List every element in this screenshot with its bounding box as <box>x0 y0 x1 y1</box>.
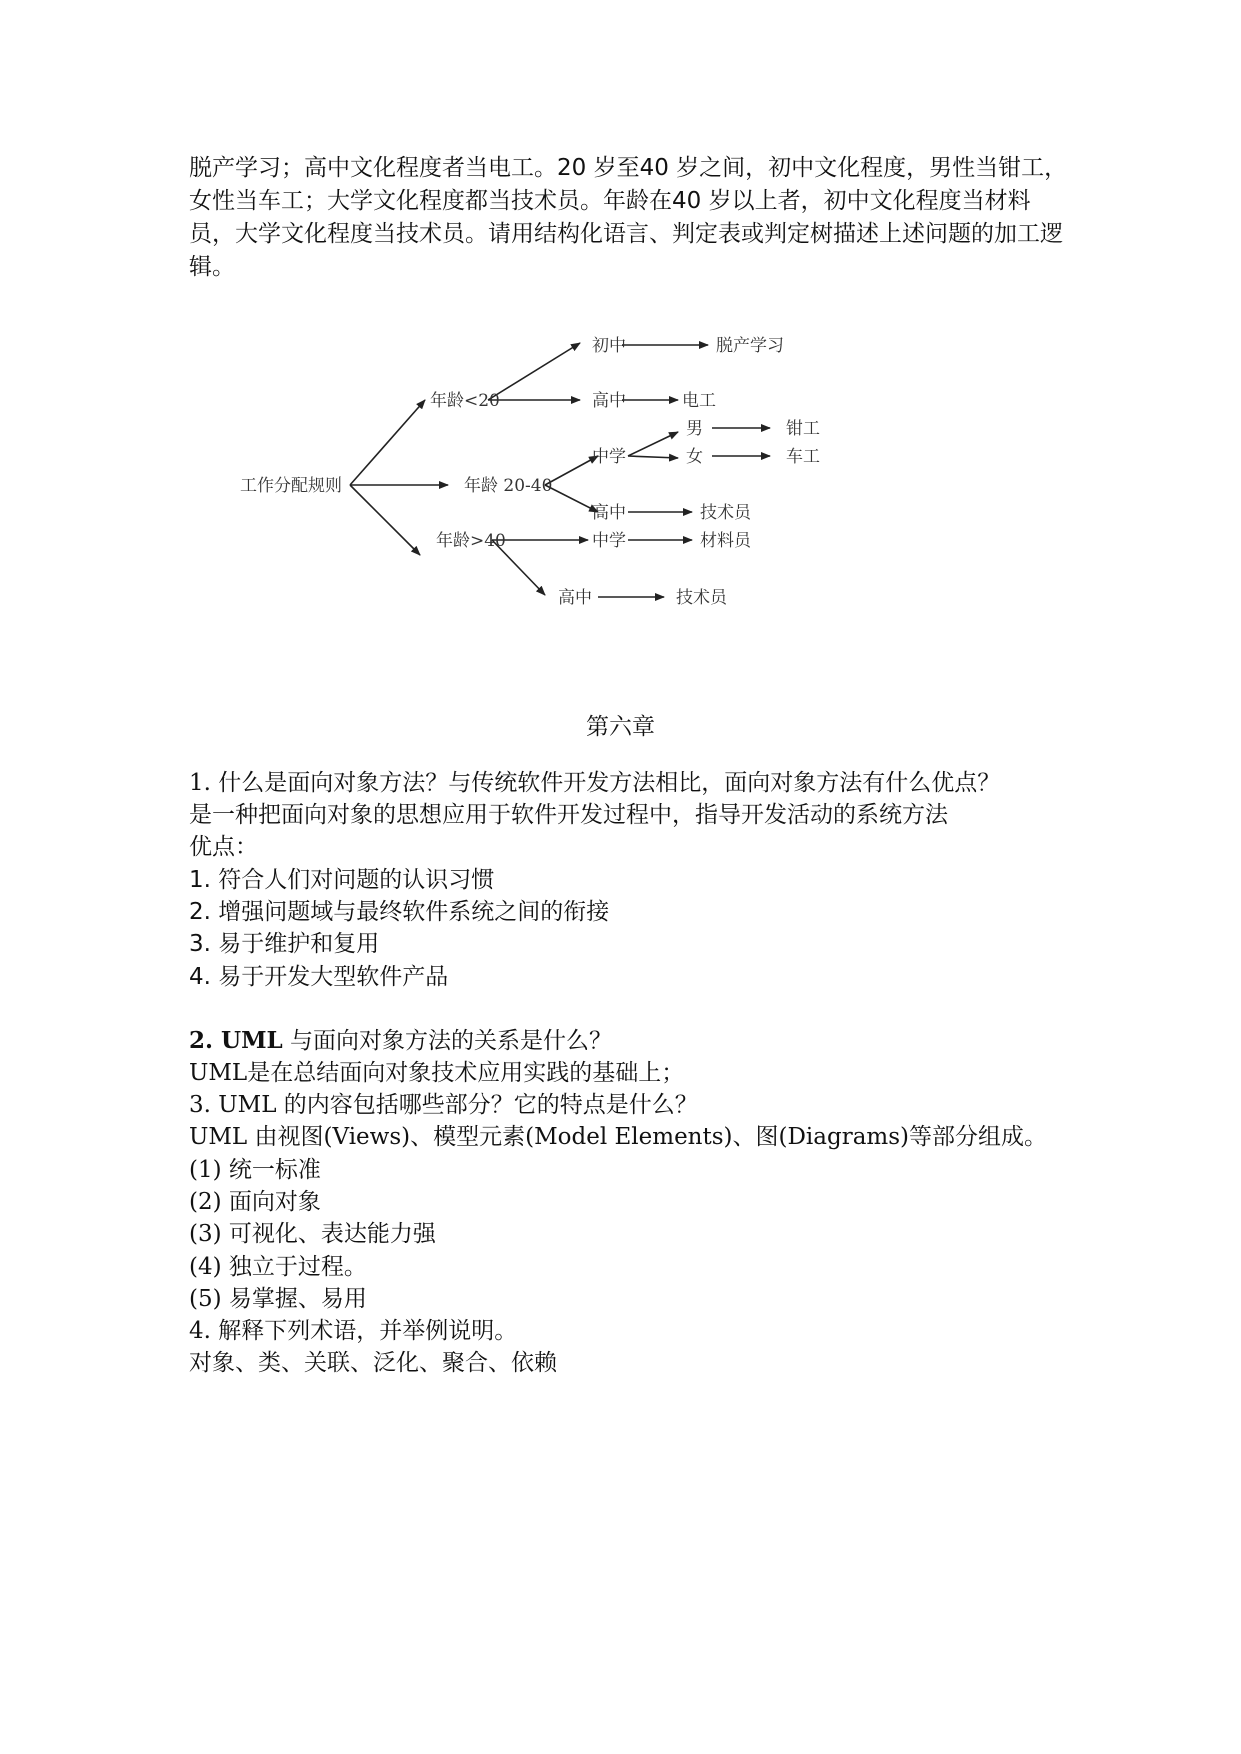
list-text: 统一标准 <box>228 1157 321 1183</box>
q3-prefix: 3. UML <box>189 1092 277 1118</box>
tree-gt40-senior: 高中 <box>558 588 592 608</box>
list-number: (3) <box>189 1221 222 1247</box>
list-number: (4) <box>189 1254 222 1280</box>
tree-mid-male: 男 <box>686 419 703 439</box>
q1-advantage-2 <box>189 897 609 927</box>
list-number: (2) <box>189 1189 222 1215</box>
tree-gt40-senior-result: 技术员 <box>676 588 727 608</box>
list-text: 易于维护和复用 <box>218 931 380 957</box>
q1-advantage-1 <box>189 865 494 895</box>
list-text: 面向对象 <box>228 1189 321 1215</box>
tree-lt20-junior: 初中 <box>592 336 626 356</box>
list-number: (5) <box>189 1286 222 1312</box>
q1-advantage-3 <box>189 929 379 959</box>
list-text: 增强问题域与最终软件系统之间的衔接 <box>218 899 610 925</box>
tree-mid-senior: 高中 <box>592 503 626 523</box>
list-number: 4. <box>189 964 211 990</box>
tree-age-lt20: 年龄<20 <box>430 391 500 411</box>
q1-advantage-4 <box>189 962 448 992</box>
q1-number: 1. <box>189 770 211 796</box>
edge-lt20-junior <box>488 343 580 400</box>
q4-number: 4. <box>189 1318 211 1344</box>
chapter-title: 第六章 <box>586 714 655 740</box>
q4-terms: 对象、类、关联、泛化、聚合、依赖 <box>189 1350 557 1376</box>
q1-advantages-label: 优点： <box>189 834 258 860</box>
q3-question-line <box>189 1090 698 1120</box>
q3-feature-3 <box>189 1219 436 1249</box>
tree-lt20-senior-result: 电工 <box>682 391 716 411</box>
tree-root-label: 工作分配规则 <box>240 476 342 496</box>
list-text: 独立于过程。 <box>228 1254 367 1280</box>
q1-question-line <box>189 768 1000 798</box>
list-text: 易掌握、易用 <box>228 1286 367 1312</box>
edge-root-gt40 <box>350 485 420 555</box>
q3-feature-5 <box>189 1284 367 1314</box>
list-number: (1) <box>189 1157 222 1183</box>
q2-answer: UML是在总结面向对象技术应用实践的基础上； <box>189 1060 685 1086</box>
tree-gt40-middle-result: 材料员 <box>700 531 751 551</box>
q1-question: 什么是面向对象方法？与传统软件开发方法相比，面向对象方法有什么优点？ <box>218 770 1001 796</box>
edge-middle-male <box>628 432 678 456</box>
q2-question-line <box>189 1026 612 1056</box>
q4-question: 解释下列术语，并举例说明。 <box>218 1318 518 1344</box>
list-text: 易于开发大型软件产品 <box>218 964 449 990</box>
q3-feature-4 <box>189 1252 367 1282</box>
list-text: 可视化、表达能力强 <box>228 1221 436 1247</box>
tree-mid-middle: 中学 <box>592 447 626 467</box>
tree-mid-male-result: 钳工 <box>786 419 820 439</box>
q3-answer: UML 由视图(Views)、模型元素(Model Elements)、图(Diagrams)等部分组成。 <box>189 1124 1048 1150</box>
tree-mid-female-result: 车工 <box>786 447 820 467</box>
intro-paragraph: 脱产学习；高中文化程度者当电工。20 岁至40 岁之间，初中文化程度，男性当钳工，女性当车工；大学文化程度都当技术员。年龄在40 岁以上者，初中文化程度当材料员，大学文化程度当技术员。请用结构化语言、判定表或判定树描述上述问题的加工逻辑。 <box>189 155 1068 280</box>
edge-mid-middle <box>545 456 598 485</box>
tree-lt20-senior: 高中 <box>592 391 626 411</box>
q3-question: 的内容包括哪些部分？它的特点是什么？ <box>283 1092 698 1118</box>
q4-question-line <box>189 1316 517 1346</box>
edge-root-lt20 <box>350 400 425 485</box>
tree-age-gt40: 年龄>40 <box>436 531 506 551</box>
tree-age-20-40: 年龄 20-40 <box>464 476 553 496</box>
q2-question: 与面向对象方法的关系是什么？ <box>290 1028 613 1054</box>
edge-middle-female <box>628 456 678 458</box>
q3-feature-1 <box>189 1155 321 1185</box>
edge-mid-senior <box>545 485 598 512</box>
tree-lt20-junior-result: 脱产学习 <box>716 336 784 356</box>
list-number: 2. <box>189 899 211 925</box>
tree-mid-female: 女 <box>686 447 703 467</box>
q3-feature-2 <box>189 1187 321 1217</box>
tree-mid-senior-result: 技术员 <box>700 503 751 523</box>
list-text: 符合人们对问题的认识习惯 <box>218 867 495 893</box>
list-number: 3. <box>189 931 211 957</box>
q2-prefix: 2. UML <box>189 1027 283 1054</box>
q1-answer: 是一种把面向对象的思想应用于软件开发过程中，指导开发活动的系统方法 <box>189 802 948 828</box>
decision-tree-diagram <box>0 0 1241 700</box>
list-number: 1. <box>189 867 211 893</box>
tree-gt40-middle: 中学 <box>592 531 626 551</box>
